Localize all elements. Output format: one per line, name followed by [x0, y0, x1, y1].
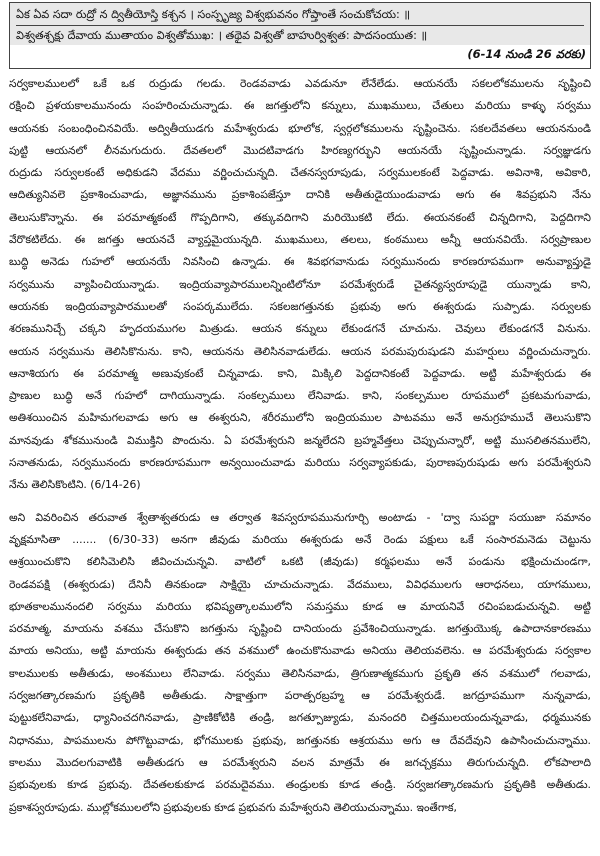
text-line: వేరొకటిలేదు. ఈ జగత్తు ఆయనచే వ్యాప్తమైయున్నది. ముఖములు, తలలు, కంఠములు అన్నీ ఆయనవియే. సర్వప్రాణుల	[9, 233, 591, 247]
text-line: కాలములకు అతీతుడు, అంశములు లేనివాడు. సర్వము తెలిసినవాడు, త్రిగుణాత్మకముగు ప్రకృతి తన వశములో గలవాడు,	[9, 666, 591, 680]
text-line: కాలము మొదలగువాటికి అతీతుడగు ఆ పరమేశ్వరుని వలన మాత్రమే ఈ జగచ్చక్రము తిరుగుచున్నది. లోకపాలాది	[9, 755, 591, 769]
text-line: బుద్ధి అనెడు గుహలో ఆయనయే నివసించి ఉన్నాడు. ఈ శివభగవానుడు సర్వమునందు కారణరూపముగా అనువ్యాప్తుడై	[9, 255, 591, 269]
text-line: సనాతనుడు, సర్వమునందు కారణరూపముగా అన్వయించువాడు మరియు సర్వవ్యాపకుడు, పురాణపురుషుడు అగు పరమేశ్వరుని	[9, 456, 591, 470]
text-line: అని వివరించిన తరువాత శ్వేతాశ్వతరుడు ఆ తర్వాత శివస్వరూపమునుగూర్చి అంటాడు - 'ద్వా సుపర్ణా సయుజా సమానం	[9, 510, 591, 524]
page	[0, 2, 600, 856]
paragraph-2	[9, 507, 591, 819]
text-line: పుట్టుకలేనివాడు, ధ్యానించదగినవాడు, ప్రాణికోటికి తండ్రి, జగత్పూజ్యుడు, మనందరి చిత్తములయందున్నవాడు, ధర్మమునకు	[9, 711, 591, 725]
text-line: నేను తెలిసికొంటిని. (6/14-26)	[9, 478, 141, 492]
text-line: ప్రభువులకు కూడ ప్రభువు. దేవతలకుకూడ పరమదైవము. తండ్రులకు కూడ తండ్రి. సర్వజగత్కారణమగు ప్రకృతికి అతీతుడు.	[9, 778, 591, 792]
verse-line-2: విశ్వతశ్చక్షు దేవాయ ముతాయం విశ్వతోముఖ: । తథైవ విశ్వతో బాహుర్విశ్వత: పాదసంయుత: ॥	[16, 25, 584, 45]
text-line: ఆశ్రయించుకొని కలిసిమెలిసి జీవించుచున్నవి. వాటిలో ఒకటి (జీవుడు) కర్మఫలము అనే పండును భక్షించుచుండగా,	[9, 555, 591, 569]
text-line: నిధానము, పాపములను పోగొట్టువాడు, భోగములకు ప్రభువు, జగత్తునకు ఆశ్రయము అగు ఆ దేవదేవుని ఉపాసించుచున్నాము.	[9, 733, 591, 747]
text-line: ఆదిత్యునివలె ప్రకాశించువాడు, అజ్ఞానమును ప్రకాశింపజేస్తూ దానికి అతీతుడైయుండువాడు అగు ఈ శివప్రభుని నేను	[9, 188, 591, 202]
text-line: ఆనాశియగు ఈ పరమాత్మ అణువుకంటే చిన్నవాడు. కాని, మిక్కిలి పెద్దదానికంటే పెద్దవాడు. అట్టి మహేశ్వరుడు ఈ	[9, 366, 591, 380]
paragraph-1	[9, 73, 591, 497]
text-line: ప్రకాశస్వరూపుడు. ముల్లోకములలోని ప్రభువులకు కూడ ప్రభువగు మహేశ్వరుని తెలియుచున్నాము. ఇంతేగాక,	[9, 800, 457, 814]
text-line: రుద్రుడు సర్వులకంటే అధికుడని వేదము వర్ణించుచున్నది. చేతనస్వరూపుడు, సర్వములకంటే పెద్దవాడు. అవినాశి, అవికారి,	[9, 166, 591, 180]
text-line: ప్రాణుల బుద్ధి అనే గుహలో దాగియున్నాడు. సంకల్పములు లేనివాడు. కాని, సంకల్పముల రూపములో ప్రకటమగువాడు,	[9, 389, 591, 403]
text-line: తెలుసుకొన్నాను. ఈ పరమాత్మకంటే గొప్పదిగాని, తక్కువదిగాని మరియొకటి లేదు. ఈయనకంటే చిన్నదిగాని, పెద్దదిగాని	[9, 210, 591, 224]
text-line: మాయ అనియు, అట్టి మాయను ఈశ్వరుడు తన వశములో ఉంచుకొనువాడు అనియు తెలియవలెను. ఆ పరమేశ్వరుడు సర్వకాల	[9, 644, 591, 658]
text-line: సర్వమును వ్యాపించియున్నాడు. ఇంద్రియవ్యాపారములన్నింటిలోనూ పరమేశ్వరుడే చైతన్యస్వరూపుడై యున్నాడు కాని,	[9, 277, 591, 291]
text-line: ఆయనకు ఇంద్రియవ్యాపారములతో సంపర్కములేదు. సకలజగత్తునకు ప్రభువు అగు ఈశ్వరుడు సుప్పాడు. సర్వులకు	[9, 299, 591, 313]
verse-box	[9, 2, 591, 45]
text-line: అతిశయించిన మహిమగలవాడు అగు ఆ ఈశ్వరుని, శరీరములోని ఇంద్రియముల పాటవము అనే అనుగ్రహముచే తెలుసుకొని	[9, 411, 591, 425]
text-line: భూతకాలమునందలి సర్వము మరియు భవిష్యత్కాలములోని సమస్తము కూడ ఆ మాయనివే రచింపబడుచున్నవి. అట్టి	[9, 599, 591, 613]
text-line: మానవుడు శోకమునుండి విముక్తిని పొందును. ఏ పరమేశ్వరుని జన్మలేదని బ్రహ్మవేత్తలు చెప్పుచున్నారో, అట్టి ముసలితనములేని,	[9, 433, 591, 447]
text-line: సర్వకాలములలో ఒకే ఒక రుద్రుడు గలడు. రెండవవాడు ఎవడునూ లేనేలేడు. ఆయనయే సకలలోకములను సృష్టించి	[9, 77, 591, 90]
text-line: పరమాత్మ, మాయను వశము చేసుకొని జగత్తును సృష్టించి దానియందు ప్రవేశించియున్నాడు. జగత్తుయొక్క ఉపాదానకారణము	[9, 622, 591, 636]
text-line: ఆయన సర్వమును తెలిసికొనును. కాని, ఆయనను తెలిసినవాడులేడు. ఆయన పరమపురుషుడని మహర్షులు వర్ణించుచున్నారు.	[9, 344, 591, 358]
text-line: పుట్టి ఆయనలో లీనమగుదురు. దేవతలలో మొదటివాడగు హిరణ్యగర్భుని ఆయనయే సృష్టించున్నాడు. సర్వజ్ఞుడగు	[9, 143, 591, 157]
verse-line-1: ఏక ఏవ సదా రుద్రో న ద్వితీయోస్తి కశ్చన । సంస్పృజ్య విశ్వభువనం గోప్తాంతే సంచుకోచయ: ॥	[16, 8, 411, 21]
text-line: రక్షించి ప్రళయకాలమునందు సంహరించుచున్నాడు. ఈ జగత్తులోని కన్నులు, ముఖములు, చేతులు మరియు కాళ్ళు సర్వము	[9, 99, 591, 113]
verse-reference: (6-14 నుండి 26 వరకు)	[9, 45, 591, 69]
text-line: వృక్షమాసితా ....... (6/30-33) అనగా జీవుడు మరియు ఈశ్వరుడు అనే రెండు పక్షులు ఒకే సంసారమనెడు చెట్టును	[9, 532, 591, 546]
text-line: ఆయనకు సంబంధించినవియే. అద్వితీయుడగు మహేశ్వరుడు భూలోక, స్వర్గలోకములను సృష్టించెను. సకలదేవతలు ఆయననుండి	[9, 121, 591, 135]
text-line: శరణమునిచ్చే చక్కని హృదయముగల మిత్రుడు. ఆయన కన్నులు లేకుండగనే చూచును. చెవులు లేకుండగనే వినును.	[9, 322, 591, 336]
text-line: సర్వజగత్కారణమగు ప్రకృతికి అతీతుడు. సాక్షాత్తుగా పరాత్పరబ్రహ్మ ఆ పరమేశ్వరుడే. జగద్రూపముగా నున్నవాడు,	[9, 689, 591, 703]
text-line: రెండవపక్షి (ఈశ్వరుడు) దేనినీ తినకుండా సాక్షియై చూచుచున్నాడు. వేదములు, వివిధములగు ఆరాధనలు, యాగములు,	[9, 577, 591, 591]
